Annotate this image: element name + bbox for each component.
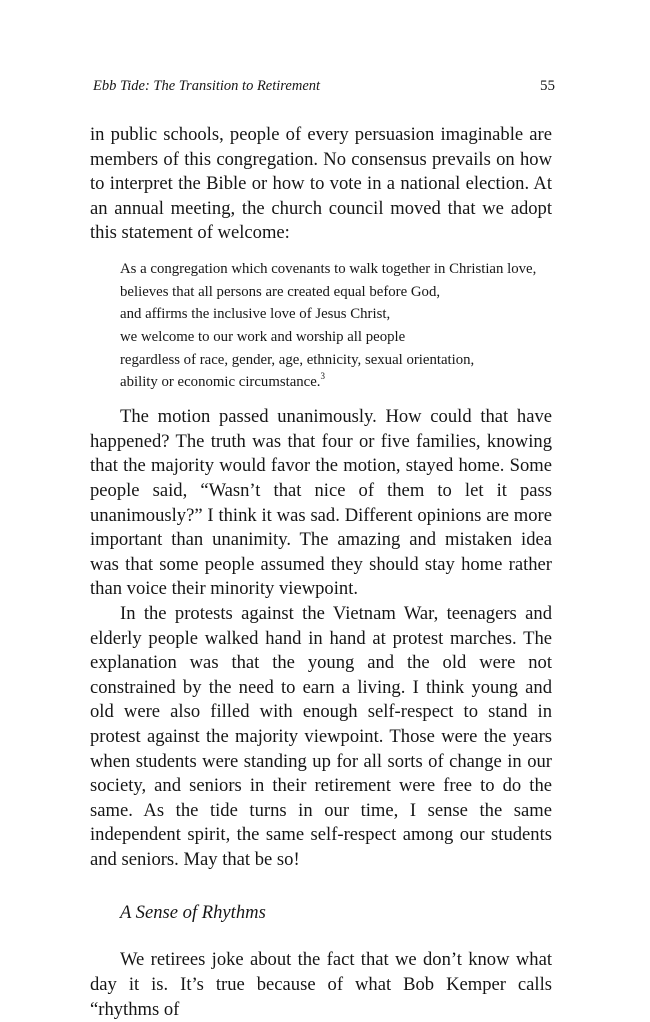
text-block [90, 123, 552, 1022]
quote-line-last [120, 371, 552, 394]
paragraph-continued: in public schools, people of every persuasion imaginable are members of this congregation. No consensus prevails on how to interpret the Bible or how to vote in a national election. At an annual meeting, the church council moved that we adopt this statement of welcome: [90, 124, 552, 244]
page-number: 55 [540, 78, 555, 94]
paragraph: We retirees joke about the fact that we don’t know what day it is. It’s true because of what Bob Kemper calls “rhythms of [90, 949, 552, 1020]
paragraph: In the protests against the Vietnam War, teenagers and elderly people walked hand in hand at protest marches. The explanation was that the young and the old were not constrained by the need to earn a living. I think young and old were also filled with enough self-respect to stand in protest against the majority viewpoint. Those were the years when students were standing up for all sorts of change in our society, and seniors in their retirement were free to do the same. As the tide turns in our time, I sense the same independent spirit, the same self-respect among our students and seniors. May that be so! [90, 602, 552, 870]
running-head-title: Ebb Tide: The Transition to Retirement [93, 78, 321, 94]
quote-line: and affirms the inclusive love of Jesus Christ, [120, 306, 391, 323]
paragraph: The motion passed unanimously. How could that have happened? The truth was that four or five families, knowing that the majority would favor the motion, stayed home. Some people said, “Wasn’t that nice of them to let it pass unanimously?” I think it was sad. Different opinions are more important than unanimity. The amazing and mistaken idea was that some people assumed they should stay home rather than voice their minority viewpoint. [90, 406, 552, 600]
statement-of-welcome-quote [120, 258, 552, 394]
quote-line: regardless of race, gender, age, ethnicity, sexual orientation, [120, 351, 475, 368]
quote-line: we welcome to our work and worship all people [120, 329, 406, 346]
footnote-reference: 3 [320, 370, 326, 381]
quote-line: believes that all persons are created equal before God, [120, 283, 441, 300]
running-head [93, 74, 555, 98]
section-subheading: A Sense of Rhythms [120, 902, 266, 924]
quote-line-text: ability or economic circumstance. [120, 374, 321, 391]
quote-line: As a congregation which covenants to walk together in Christian love, [120, 260, 537, 277]
